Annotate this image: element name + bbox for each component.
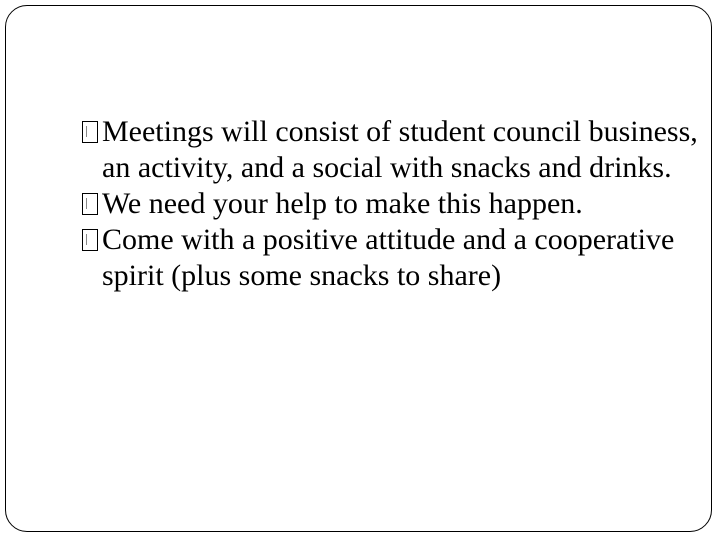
- bullet-item-attitude: [82, 222, 702, 294]
- bullet-list: [82, 114, 702, 294]
- bullet-item-help: [82, 186, 702, 222]
- bullet-text: Come with a positive attitude and a cooperative spirit (plus some snacks to share): [102, 223, 675, 292]
- placeholder-box-icon: [82, 229, 98, 251]
- bullet-item-meetings: [82, 114, 702, 186]
- bullet-text: Meetings will consist of student council business, an activity, and a social with snacks and drinks.: [102, 115, 698, 184]
- bullet-text: We need your help to make this happen.: [102, 187, 583, 220]
- placeholder-box-icon: [82, 193, 98, 215]
- placeholder-box-icon: [82, 121, 98, 143]
